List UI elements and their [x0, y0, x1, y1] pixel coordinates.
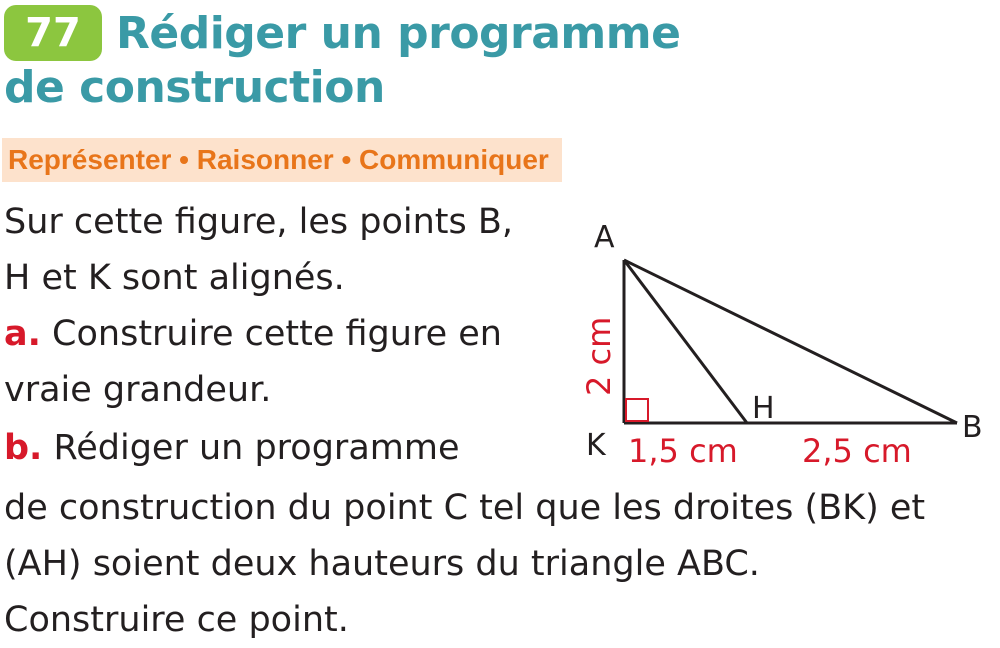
statement-line-2: H et K sont alignés.	[4, 258, 345, 298]
question-b-line-2: de construction du point C tel que les droites (BK) et	[4, 488, 926, 528]
exercise-title-line2: de construction	[4, 62, 385, 113]
question-a	[4, 306, 502, 362]
question-b-marker: b.	[4, 428, 43, 468]
question-b-text: Rédiger un programme	[42, 428, 460, 468]
question-a-marker: a.	[4, 314, 41, 354]
question-b	[4, 420, 460, 476]
skills-banner	[2, 138, 562, 182]
length-ak: 2 cm	[580, 316, 618, 396]
point-label-k: K	[586, 428, 606, 463]
question-a-text: Construire cette figure en	[40, 314, 502, 354]
question-b-line-4: Construire ce point.	[4, 600, 349, 640]
exercise-number-badge	[4, 5, 102, 61]
triangle-figure	[570, 205, 995, 470]
length-hb: 2,5 cm	[802, 432, 912, 470]
point-label-h: H	[752, 391, 775, 426]
point-label-b: B	[962, 410, 983, 445]
question-b-line-3: (AH) soient deux hauteurs du triangle ABC.	[4, 544, 760, 584]
right-angle-marker	[626, 399, 648, 421]
skills-text: Représenter • Raisonner • Communiquer	[8, 144, 549, 175]
length-kh: 1,5 cm	[628, 432, 738, 470]
question-a-line-2: vraie grandeur.	[4, 370, 272, 410]
segment-ab	[624, 260, 957, 423]
exercise-title-line1: Rédiger un programme	[116, 8, 681, 59]
exercise-number: 77	[25, 10, 81, 56]
statement-line-1: Sur cette figure, les points B,	[4, 202, 514, 242]
point-label-a: A	[594, 220, 615, 255]
